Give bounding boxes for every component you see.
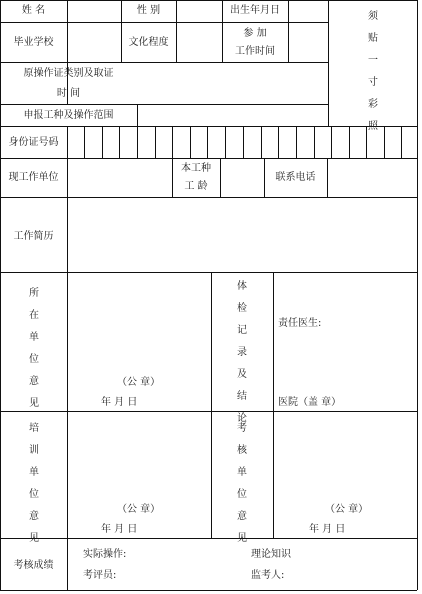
join-work-date-field[interactable]: [289, 23, 327, 61]
theory-label: 理论知识: [251, 549, 291, 560]
work-unit-field[interactable]: [68, 159, 171, 196]
orig-cert-label-line1: 原操作证类别及取证: [23, 68, 114, 79]
examiner-label: 考评员:: [83, 570, 117, 581]
seniority-label-line2: 工 龄: [184, 181, 208, 192]
medical-record-label: 体 检 记 录 及 结 论: [237, 281, 247, 424]
training-opinion-field[interactable]: [68, 412, 210, 537]
training-seal: （公 章）: [117, 504, 161, 515]
exam-seal: （公 章）: [325, 504, 369, 515]
apply-scope-label: 申报工种及操作范围: [23, 110, 114, 121]
training-opinion-label: 培 训 单 位 意 见: [29, 423, 39, 544]
exam-opinion-field[interactable]: [274, 412, 416, 537]
orig-cert-field[interactable]: [138, 63, 327, 103]
doctor-label: 责任医生:: [278, 318, 322, 329]
supervisor-field[interactable]: [290, 566, 406, 584]
unit-opinion-field[interactable]: [68, 273, 210, 410]
supervisor-label: 监考人:: [251, 570, 285, 581]
hospital-seal: 医院（盖 章）: [278, 397, 342, 408]
phone-label: 联系电话: [275, 172, 316, 183]
phone-field[interactable]: [328, 159, 416, 196]
examiner-field[interactable]: [122, 566, 238, 584]
apply-scope-field[interactable]: [138, 105, 327, 125]
school-label: 毕业学校: [13, 37, 54, 48]
seniority-label-line1: 本工种: [181, 163, 211, 174]
exam-date: 年 月 日: [309, 524, 346, 535]
birth-date-label: 出生年月日: [230, 5, 280, 16]
join-work-label-line1: 参 加: [243, 28, 267, 39]
school-field[interactable]: [68, 23, 120, 61]
exam-result-label: 考核成绩: [13, 560, 54, 571]
work-history-label: 工作简历: [13, 231, 54, 242]
birth-date-field[interactable]: [289, 1, 327, 22]
practical-score-field[interactable]: [128, 545, 238, 563]
education-label: 文化程度: [128, 37, 169, 48]
name-label: 姓 名: [21, 5, 46, 16]
unit-opinion-label: 所 在 单 位 意 见: [29, 288, 39, 409]
orig-cert-label-line2: 时 间: [56, 88, 81, 99]
id-number-label: 身份证号码: [8, 137, 59, 148]
theory-score-field[interactable]: [296, 545, 406, 563]
unit-date: 年 月 日: [101, 397, 138, 408]
name-field[interactable]: [68, 1, 120, 22]
join-work-label-line2: 工作时间: [235, 46, 275, 57]
unit-seal: （公 章）: [117, 377, 161, 388]
seniority-field[interactable]: [221, 159, 263, 196]
work-history-field[interactable]: [68, 198, 416, 271]
photo-placeholder[interactable]: 须 贴 一 寸 彩 照: [368, 11, 378, 132]
gender-field[interactable]: [177, 1, 221, 22]
medical-record-field[interactable]: [274, 273, 416, 410]
exam-opinion-label: 考 核 单 位 意 见: [237, 423, 247, 544]
work-unit-label: 现工作单位: [8, 172, 59, 183]
training-date: 年 月 日: [101, 524, 138, 535]
education-field[interactable]: [177, 23, 221, 61]
gender-label: 性 别: [136, 5, 161, 16]
practical-label: 实际操作:: [83, 549, 127, 560]
